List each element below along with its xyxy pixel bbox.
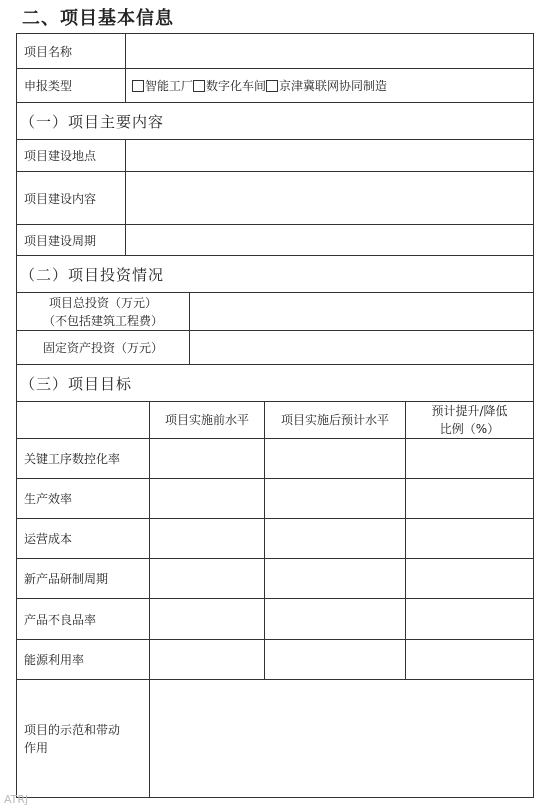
metric-before-field[interactable] (150, 599, 264, 639)
option-label: 京津冀联网协同制造 (279, 79, 388, 93)
header-before: 项目实施前水平 (164, 413, 249, 427)
header-after: 项目实施后预计水平 (280, 413, 389, 427)
checkbox-jjj-collaborative[interactable] (266, 80, 278, 92)
metric-ratio-field[interactable] (406, 640, 533, 679)
section-title-investment: （二）项目投资情况 (20, 265, 165, 284)
demonstration-field[interactable] (150, 680, 533, 798)
header-ratio-line2: 比例（%） (439, 422, 500, 436)
demo-line2: 作用 (24, 741, 49, 755)
metric-row (17, 439, 533, 479)
metric-ratio-field[interactable] (406, 479, 533, 518)
project-info-form (16, 33, 534, 798)
metric-before-field[interactable] (150, 439, 264, 478)
metric-after-field[interactable] (265, 479, 405, 518)
demo-line1: 项目的示范和带动 (24, 723, 121, 737)
metric-row (17, 519, 533, 559)
total-investment-line1: 项目总投资（万元） (48, 295, 157, 310)
metric-before-field[interactable] (150, 640, 264, 679)
site-field[interactable] (126, 140, 533, 171)
section-title-goals: （三）项目目标 (20, 374, 133, 393)
metric-ratio-field[interactable] (406, 439, 533, 478)
period-field[interactable] (126, 225, 533, 255)
label-declare-type: 申报类型 (24, 79, 73, 93)
metric-ratio-field[interactable] (406, 599, 533, 639)
section-title-main-content: （一）项目主要内容 (20, 112, 165, 131)
metric-ratio-field[interactable] (406, 559, 533, 598)
header-blank (17, 402, 149, 438)
row-goals-header (17, 402, 533, 439)
row-section-2 (17, 256, 533, 293)
option-label: 智能工厂 (145, 79, 194, 93)
total-investment-line2: （不包括建筑工程费） (42, 313, 163, 328)
label-period: 项目建设周期 (24, 233, 97, 248)
row-fixed-assets (17, 331, 533, 365)
label-content: 项目建设内容 (24, 191, 97, 206)
row-site (17, 140, 533, 172)
metric-label: 生产效率 (24, 492, 73, 506)
metric-after-field[interactable] (265, 559, 405, 598)
metric-label: 新产品研制周期 (24, 572, 109, 586)
label-site: 项目建设地点 (24, 149, 97, 163)
project-name-field[interactable] (126, 34, 533, 68)
section-heading: 二、项目基本信息 (22, 8, 174, 29)
declare-type-options (126, 69, 533, 102)
metric-label: 产品不良品率 (24, 612, 97, 627)
row-content (17, 172, 533, 225)
row-declare-type (17, 69, 533, 103)
metric-before-field[interactable] (150, 519, 264, 558)
metric-before-field[interactable] (150, 479, 264, 518)
metric-label: 运营成本 (24, 532, 73, 546)
label-demonstration (17, 680, 149, 798)
metric-row (17, 599, 533, 640)
label-fixed-assets: 固定资产投资（万元） (42, 340, 163, 355)
header-ratio-line1: 预计提升/降低 (431, 404, 508, 418)
row-project-name (17, 34, 533, 69)
fixed-assets-field[interactable] (190, 331, 533, 364)
metric-after-field[interactable] (265, 640, 405, 679)
option-label: 数字化车间 (206, 79, 267, 93)
checkbox-digital-workshop[interactable] (193, 80, 205, 92)
row-period (17, 225, 533, 256)
metric-row (17, 559, 533, 599)
checkbox-smart-factory[interactable] (132, 80, 144, 92)
watermark: ATRJ (4, 793, 29, 806)
metric-after-field[interactable] (265, 519, 405, 558)
metric-ratio-field[interactable] (406, 519, 533, 558)
metric-label: 关键工序数控化率 (24, 452, 121, 466)
label-project-name: 项目名称 (24, 44, 73, 59)
row-section-1 (17, 103, 533, 140)
row-demonstration (17, 680, 533, 798)
header-ratio (406, 402, 533, 438)
metric-before-field[interactable] (150, 559, 264, 598)
metric-row (17, 640, 533, 680)
content-field[interactable] (126, 172, 533, 224)
metric-after-field[interactable] (265, 599, 405, 639)
label-total-investment (17, 293, 189, 330)
row-section-3 (17, 365, 533, 402)
metric-after-field[interactable] (265, 439, 405, 478)
total-investment-field[interactable] (190, 293, 533, 330)
metric-row (17, 479, 533, 519)
row-total-investment (17, 293, 533, 331)
metric-label: 能源利用率 (24, 653, 85, 667)
